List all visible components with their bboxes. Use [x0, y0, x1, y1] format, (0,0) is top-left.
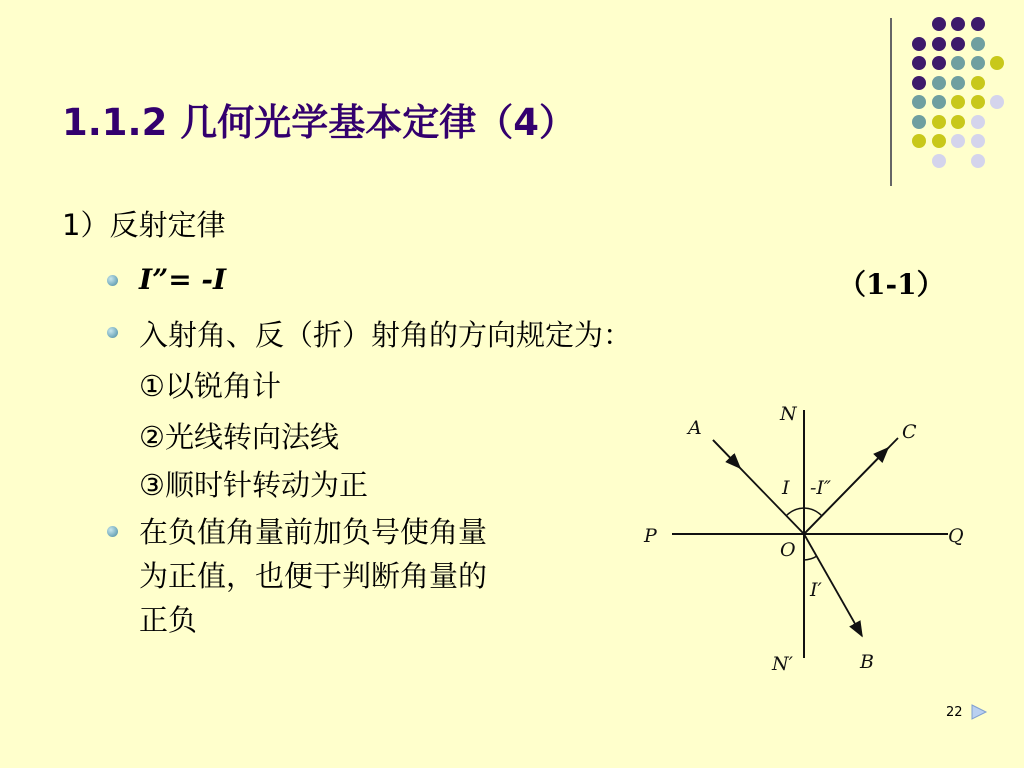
label-A: A — [688, 417, 702, 439]
decorative-dot — [951, 56, 965, 70]
bullet-icon — [107, 275, 118, 286]
decorative-dot — [990, 95, 1004, 109]
decorative-dot — [990, 56, 1004, 70]
next-slide-icon[interactable] — [970, 704, 988, 720]
rule-toward-normal: ②光线转向法线 — [139, 420, 339, 454]
decorative-dot — [951, 76, 965, 90]
refracted-angle-arc — [804, 556, 817, 560]
section-heading: 1）反射定律 — [62, 208, 226, 242]
decorative-dot — [971, 17, 985, 31]
decorative-dot — [932, 154, 946, 168]
negative-sign-note — [139, 510, 487, 642]
equation-number: （1-1） — [838, 268, 945, 301]
decorative-dot — [951, 95, 965, 109]
decorative-dot — [971, 76, 985, 90]
decorative-dot — [912, 95, 926, 109]
reflection-formula: I”= -I — [139, 263, 227, 296]
decorative-dot — [951, 115, 965, 129]
bullet-icon — [107, 327, 118, 338]
decorative-dot — [971, 56, 985, 70]
slide-title: 1.1.2 几何光学基本定律（4） — [62, 101, 576, 144]
decorative-dot — [971, 115, 985, 129]
decorative-dot — [932, 115, 946, 129]
note-line-3: 正负 — [139, 603, 198, 637]
decorative-dot — [951, 37, 965, 51]
decorative-dot — [912, 56, 926, 70]
decorative-dot — [951, 17, 965, 31]
decorative-dot — [971, 134, 985, 148]
rule-acute-angle: ①以锐角计 — [139, 369, 281, 403]
note-line-1: 在负值角量前加负号使角量 — [139, 515, 488, 549]
direction-rule-text: 入射角、反（折）射角的方向规定为： — [139, 318, 633, 352]
decorative-dot — [912, 134, 926, 148]
decorative-dot — [932, 134, 946, 148]
decorative-dot — [971, 37, 985, 51]
label-I-prime: I′ — [810, 579, 822, 601]
label-N: N — [780, 403, 797, 425]
reflected-angle-arc — [804, 508, 822, 516]
decorative-dot-grid — [900, 8, 1010, 168]
decorative-dot — [932, 37, 946, 51]
decorative-dot — [932, 76, 946, 90]
decorative-dot — [971, 95, 985, 109]
decorative-dot — [932, 17, 946, 31]
label-O: O — [780, 539, 796, 561]
label-N-prime: N′ — [772, 653, 793, 675]
decorative-dot — [912, 76, 926, 90]
reflection-diagram — [630, 390, 980, 680]
decorative-dot — [912, 115, 926, 129]
incident-angle-arc — [786, 508, 804, 516]
label-B: B — [860, 651, 874, 673]
label-Q: Q — [948, 525, 964, 547]
decorative-dot — [951, 134, 965, 148]
decorative-dot — [912, 37, 926, 51]
note-line-2: 为正值，也便于判断角量的 — [139, 559, 488, 593]
decorative-dot — [971, 154, 985, 168]
label-I: I — [782, 477, 790, 499]
label-C: C — [902, 421, 917, 443]
page-number: 22 — [946, 705, 963, 720]
decorative-dot — [932, 95, 946, 109]
bullet-icon — [107, 526, 118, 537]
title-divider-line — [890, 18, 892, 186]
label-P: P — [644, 525, 657, 547]
decorative-dot — [932, 56, 946, 70]
label-minus-I-double-prime: -I″ — [810, 477, 832, 499]
rule-clockwise-positive: ③顺时针转动为正 — [139, 468, 368, 502]
